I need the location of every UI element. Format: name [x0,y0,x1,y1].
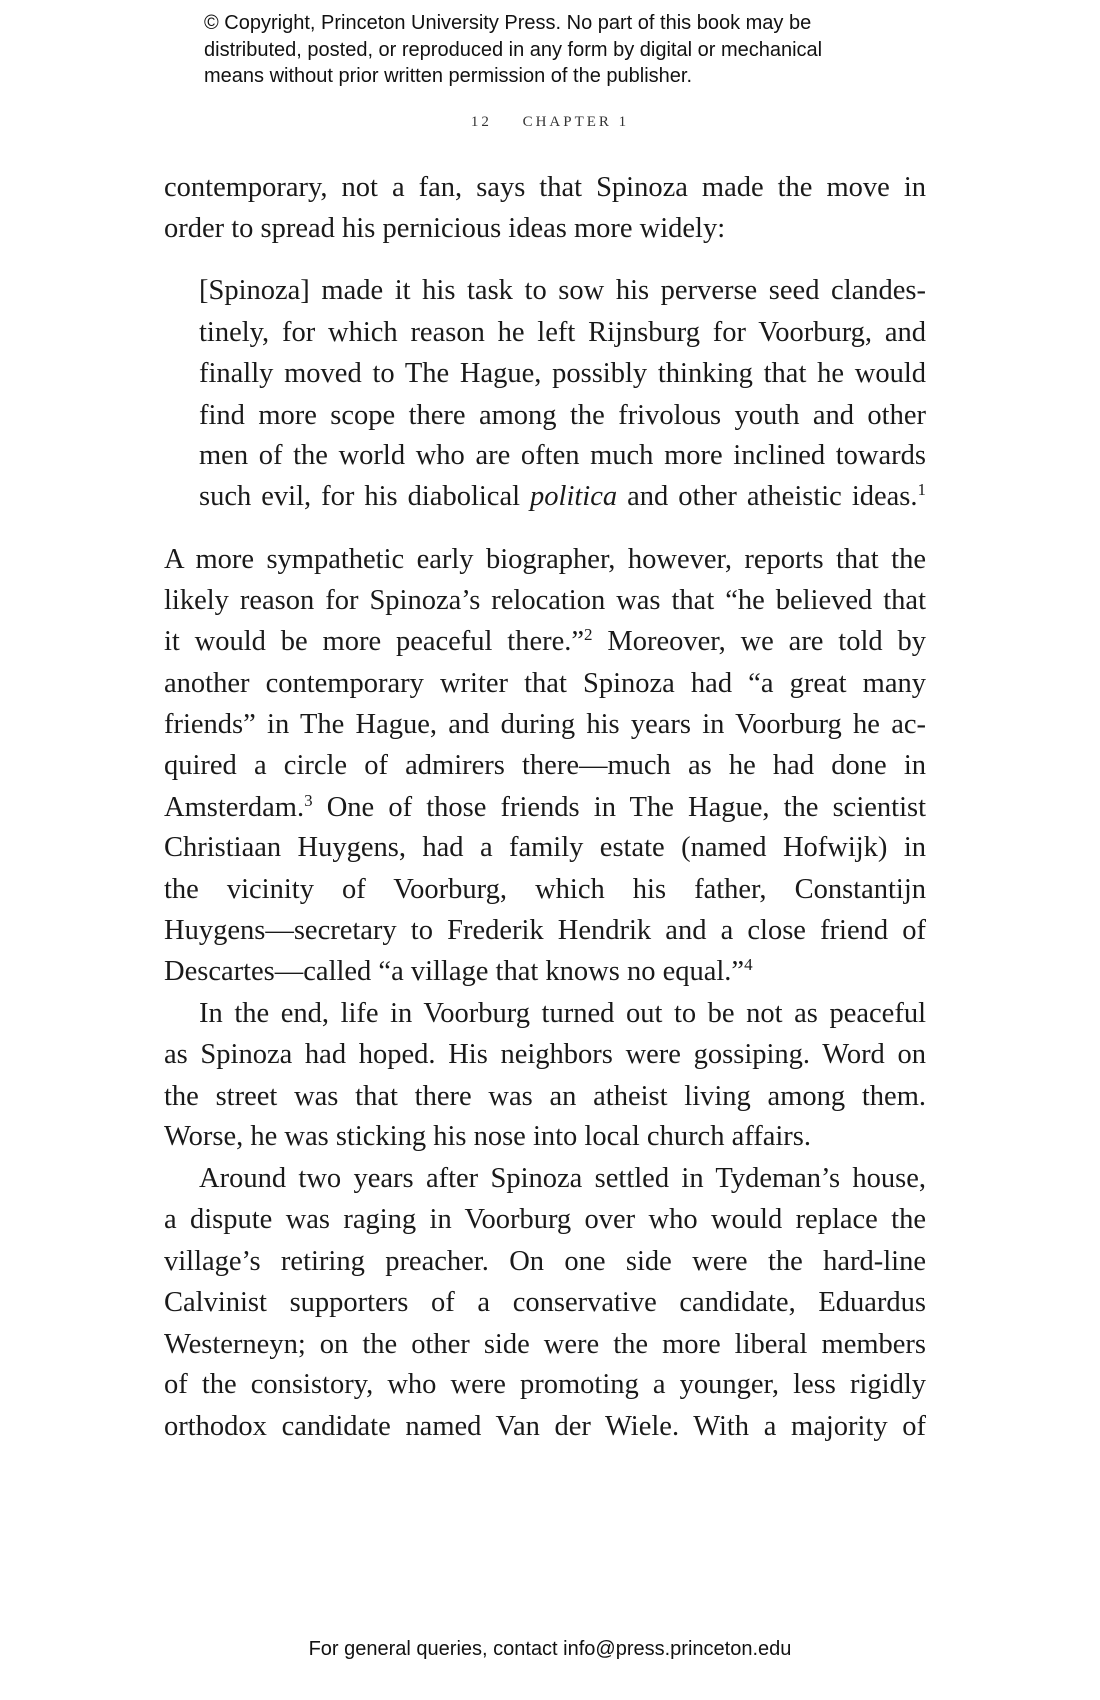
text-span: A more sympathetic early biographer, however, reports that the [164,544,926,575]
footnote-ref: 4 [744,955,753,974]
chapter-title: CHAPTER 1 [522,114,630,130]
text-line [164,581,926,621]
text-span: Huygens—secretary to Frederik Hendrik and a close friend of [164,915,926,946]
text-span: Christiaan Huygens, had a family estate (named Hofwijk) in [164,832,926,863]
italic-text: politica [530,481,618,512]
text-line [164,994,926,1034]
page-number: 12 [470,114,492,130]
text-line [164,1325,926,1365]
text-span: finally moved to The Hague, possibly thinking that he would [199,358,926,389]
text-line [164,746,926,786]
text-span: Descartes—called “a village that knows no equal.” [164,956,745,987]
text-line [164,664,926,704]
text-span: find more scope there among the frivolous youth and other [199,400,926,431]
text-span: Around two years after Spinoza settled in Tydeman’s house, [199,1163,926,1194]
text-span: tinely, for which reason he left Rijnsburg for Voorburg, and [199,317,926,348]
text-span: One of those friends in The Hague, the scientist [312,792,926,823]
text-span: In the end, life in Voorburg turned out to be not as peaceful [199,998,926,1029]
text-span: Worse, he was sticking his nose into local church affairs. [164,1121,811,1152]
text-span: Moreover, we are told by [592,626,926,657]
text-line [164,168,926,208]
text-span: order to spread his pernicious ideas more widely: [164,213,726,244]
text-line [164,1242,926,1282]
text-span: likely reason for Spinoza’s relocation was that “he believed that [164,585,926,616]
text-span: village’s retiring preacher. On one side were the hard-line [164,1246,926,1277]
text-span: Calvinist supporters of a conservative candidate, Eduardus [164,1287,926,1318]
text-span: the vicinity of Voorburg, which his father, Constantijn [164,874,926,905]
text-span: a dispute was raging in Voorburg over who would replace the [164,1204,926,1235]
text-span: as Spinoza had hoped. His neighbors were gossiping. Word on [164,1039,926,1070]
copyright-line: © Copyright, Princeton University Press. No part of this book may be [204,12,812,34]
text-span: such evil, for his diabolical [199,481,531,512]
text-span: friends” in The Hague, and during his years in Voorburg he ac- [164,709,926,740]
copyright-line: means without prior written permission of the publisher. [204,65,693,87]
block-quote-line [199,271,926,311]
block-quote-line [199,313,926,353]
text-span: of the consistory, who were promoting a younger, less rigidly [164,1369,926,1400]
text-span: quired a circle of admirers there—much as he had done in [164,750,926,781]
text-line [164,1035,926,1075]
text-line [164,1200,926,1240]
text-span: men of the world who are often much more inclined towards [199,440,926,471]
text-line [164,209,926,249]
text-span: Westerneyn; on the other side were the more liberal members [164,1329,926,1360]
text-line [164,1283,926,1323]
text-span: it would be more peaceful there.” [164,626,585,657]
text-line [164,870,926,910]
copyright-notice [204,10,822,90]
running-head [0,114,1100,131]
text-line [164,1159,926,1199]
text-line [164,1117,926,1157]
text-span: another contemporary writer that Spinoza had “a great many [164,668,926,699]
footnote-ref: 2 [584,625,593,644]
text-line [164,705,926,745]
block-quote-line [199,436,926,476]
text-span: orthodox candidate named Van der Wiele. With a majority of [164,1411,926,1442]
text-line [164,788,926,828]
text-line [164,540,926,580]
text-line [164,1077,926,1117]
footer-contact: For general queries, contact info@press.princeton.edu [308,1638,792,1660]
block-quote-line [199,354,926,394]
text-span: contemporary, not a fan, says that Spinoza made the move in [164,172,926,203]
text-line [164,828,926,868]
text-span: the street was that there was an atheist living among them. [164,1081,926,1112]
footnote-ref: 3 [304,791,313,810]
text-span: [Spinoza] made it his task to sow his perverse seed clandes- [199,275,926,306]
text-line [164,1407,926,1447]
text-line [164,911,926,951]
footnote-ref: 1 [917,480,927,499]
text-line [164,952,926,992]
block-quote-line [199,396,926,436]
text-span: and other atheistic ideas. [617,481,918,512]
block-quote-line [199,477,926,517]
text-line [164,1365,926,1405]
text-line [164,622,926,662]
copyright-line: distributed, posted, or reproduced in any form by digital or mechanical [204,38,823,61]
text-span: Amsterdam. [164,792,305,823]
